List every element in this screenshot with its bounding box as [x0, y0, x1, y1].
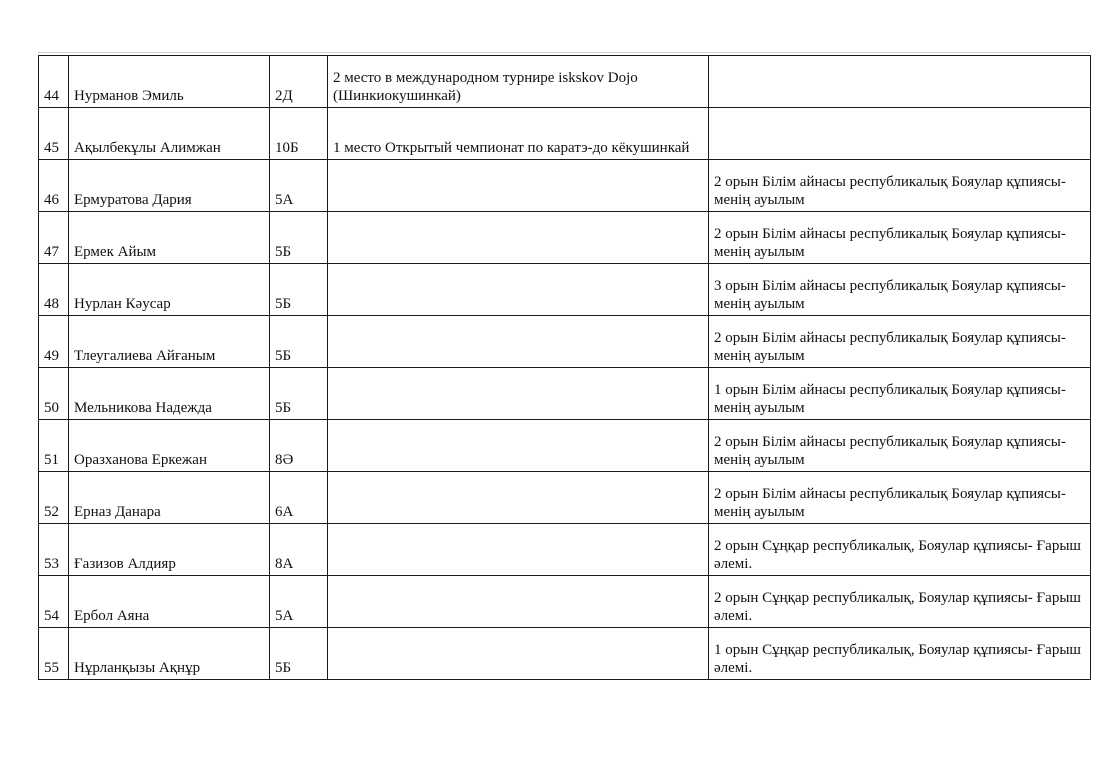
class-label: 5А	[275, 192, 294, 208]
table-row	[39, 524, 1091, 576]
student-name-cell	[69, 472, 270, 524]
student-name-cell	[69, 160, 270, 212]
row-number-cell	[39, 628, 69, 680]
results-table	[38, 55, 1091, 680]
class-cell	[270, 160, 328, 212]
row-number-cell	[39, 420, 69, 472]
award-text: 2 орын Білім айнасы республикалық Бояулар құпиясы-менің ауылым	[714, 330, 1066, 364]
award-text: 2 орын Білім айнасы республикалық Бояулар құпиясы-менің ауылым	[714, 434, 1066, 468]
table-row	[39, 160, 1091, 212]
achievement-cell	[328, 212, 709, 264]
class-cell	[270, 576, 328, 628]
student-name-cell	[69, 316, 270, 368]
class-label: 5Б	[275, 244, 292, 260]
class-cell	[270, 316, 328, 368]
row-number-cell	[39, 108, 69, 160]
class-label: 6А	[275, 504, 294, 520]
student-name: Нурлан Кәусар	[74, 296, 171, 312]
award-cell	[709, 316, 1091, 368]
class-label: 5Б	[275, 348, 292, 364]
student-name-cell	[69, 212, 270, 264]
row-number: 49	[44, 348, 59, 364]
row-number: 51	[44, 452, 59, 468]
award-cell	[709, 628, 1091, 680]
achievement-cell	[328, 472, 709, 524]
award-cell	[709, 108, 1091, 160]
row-number-cell	[39, 576, 69, 628]
table-row	[39, 56, 1091, 108]
row-number: 53	[44, 556, 59, 572]
table-row	[39, 628, 1091, 680]
row-number-cell	[39, 160, 69, 212]
class-label: 5А	[275, 608, 294, 624]
row-number: 48	[44, 296, 59, 312]
class-label: 5Б	[275, 400, 292, 416]
row-number: 52	[44, 504, 59, 520]
table-row	[39, 368, 1091, 420]
row-number: 44	[44, 88, 59, 104]
student-name-cell	[69, 628, 270, 680]
student-name: Ербол Аяна	[74, 608, 150, 624]
class-label: 8Ә	[275, 452, 294, 468]
row-number: 54	[44, 608, 59, 624]
class-label: 2Д	[275, 88, 293, 104]
student-name: Мельникова Надежда	[74, 400, 212, 416]
award-text: 1 орын Сұңқар республикалық, Бояулар құпиясы- Ғарыш әлемі.	[714, 642, 1081, 676]
results-table-body	[39, 56, 1091, 680]
table-row	[39, 316, 1091, 368]
student-name: Тлеугалиева Айғаным	[74, 348, 216, 364]
award-cell	[709, 56, 1091, 108]
row-number: 50	[44, 400, 59, 416]
student-name-cell	[69, 524, 270, 576]
achievement-text: 2 место в международном турнире iskskov Dojo (Шинкиокушинкай)	[333, 70, 638, 104]
class-label: 5Б	[275, 296, 292, 312]
student-name: Нурманов Эмиль	[74, 88, 184, 104]
achievement-cell	[328, 56, 709, 108]
row-number-cell	[39, 524, 69, 576]
student-name: Ермек Айым	[74, 244, 157, 260]
class-cell	[270, 368, 328, 420]
achievement-cell	[328, 524, 709, 576]
row-number: 45	[44, 140, 59, 156]
achievement-cell	[328, 368, 709, 420]
row-number-cell	[39, 264, 69, 316]
table-row	[39, 472, 1091, 524]
row-number-cell	[39, 368, 69, 420]
student-name-cell	[69, 108, 270, 160]
student-name-cell	[69, 56, 270, 108]
student-name-cell	[69, 420, 270, 472]
achievement-text: 1 место Открытый чемпионат по каратэ-до кёкушинкай	[333, 140, 690, 156]
achievement-cell	[328, 628, 709, 680]
achievement-cell	[328, 420, 709, 472]
award-cell	[709, 524, 1091, 576]
row-number: 55	[44, 660, 59, 676]
award-cell	[709, 264, 1091, 316]
award-cell	[709, 160, 1091, 212]
class-cell	[270, 212, 328, 264]
student-name: Ермуратова Дария	[74, 192, 192, 208]
class-cell	[270, 472, 328, 524]
achievement-cell	[328, 264, 709, 316]
table-row	[39, 420, 1091, 472]
student-name-cell	[69, 264, 270, 316]
award-cell	[709, 472, 1091, 524]
student-name: Оразханова Еркежан	[74, 452, 207, 468]
achievement-cell	[328, 160, 709, 212]
row-number-cell	[39, 316, 69, 368]
award-text: 2 орын Білім айнасы республикалық Бояулар құпиясы-менің ауылым	[714, 174, 1066, 208]
row-number: 46	[44, 192, 59, 208]
student-name: Ғазизов Алдияр	[74, 556, 176, 572]
table-row	[39, 576, 1091, 628]
class-cell	[270, 524, 328, 576]
achievement-cell	[328, 108, 709, 160]
row-number-cell	[39, 472, 69, 524]
award-cell	[709, 212, 1091, 264]
class-label: 10Б	[275, 140, 299, 156]
row-number: 47	[44, 244, 59, 260]
award-text: 3 орын Білім айнасы республикалық Бояулар құпиясы-менің ауылым	[714, 278, 1066, 312]
row-number-cell	[39, 212, 69, 264]
award-text: 2 орын Сұңқар республикалық, Бояулар құпиясы- Ғарыш әлемі.	[714, 590, 1081, 624]
class-cell	[270, 628, 328, 680]
award-cell	[709, 368, 1091, 420]
award-cell	[709, 576, 1091, 628]
table-row	[39, 212, 1091, 264]
class-label: 5Б	[275, 660, 292, 676]
table-row	[39, 264, 1091, 316]
student-name-cell	[69, 368, 270, 420]
student-name-cell	[69, 576, 270, 628]
student-name: Нұрланқызы Ақнұр	[74, 660, 201, 676]
page-top-rule	[38, 52, 1090, 53]
award-text: 2 орын Сұңқар республикалық, Бояулар құпиясы- Ғарыш әлемі.	[714, 538, 1081, 572]
award-text: 2 орын Білім айнасы республикалық Бояулар құпиясы-менің ауылым	[714, 226, 1066, 260]
student-name: Ерназ Данара	[74, 504, 161, 520]
class-cell	[270, 264, 328, 316]
class-cell	[270, 108, 328, 160]
award-cell	[709, 420, 1091, 472]
award-text: 2 орын Білім айнасы республикалық Бояулар құпиясы-менің ауылым	[714, 486, 1066, 520]
table-row	[39, 108, 1091, 160]
achievement-cell	[328, 576, 709, 628]
achievement-cell	[328, 316, 709, 368]
award-text: 1 орын Білім айнасы республикалық Бояулар құпиясы-менің ауылым	[714, 382, 1066, 416]
class-cell	[270, 56, 328, 108]
class-label: 8А	[275, 556, 294, 572]
class-cell	[270, 420, 328, 472]
row-number-cell	[39, 56, 69, 108]
student-name: Ақылбекұлы Алимжан	[74, 140, 221, 156]
